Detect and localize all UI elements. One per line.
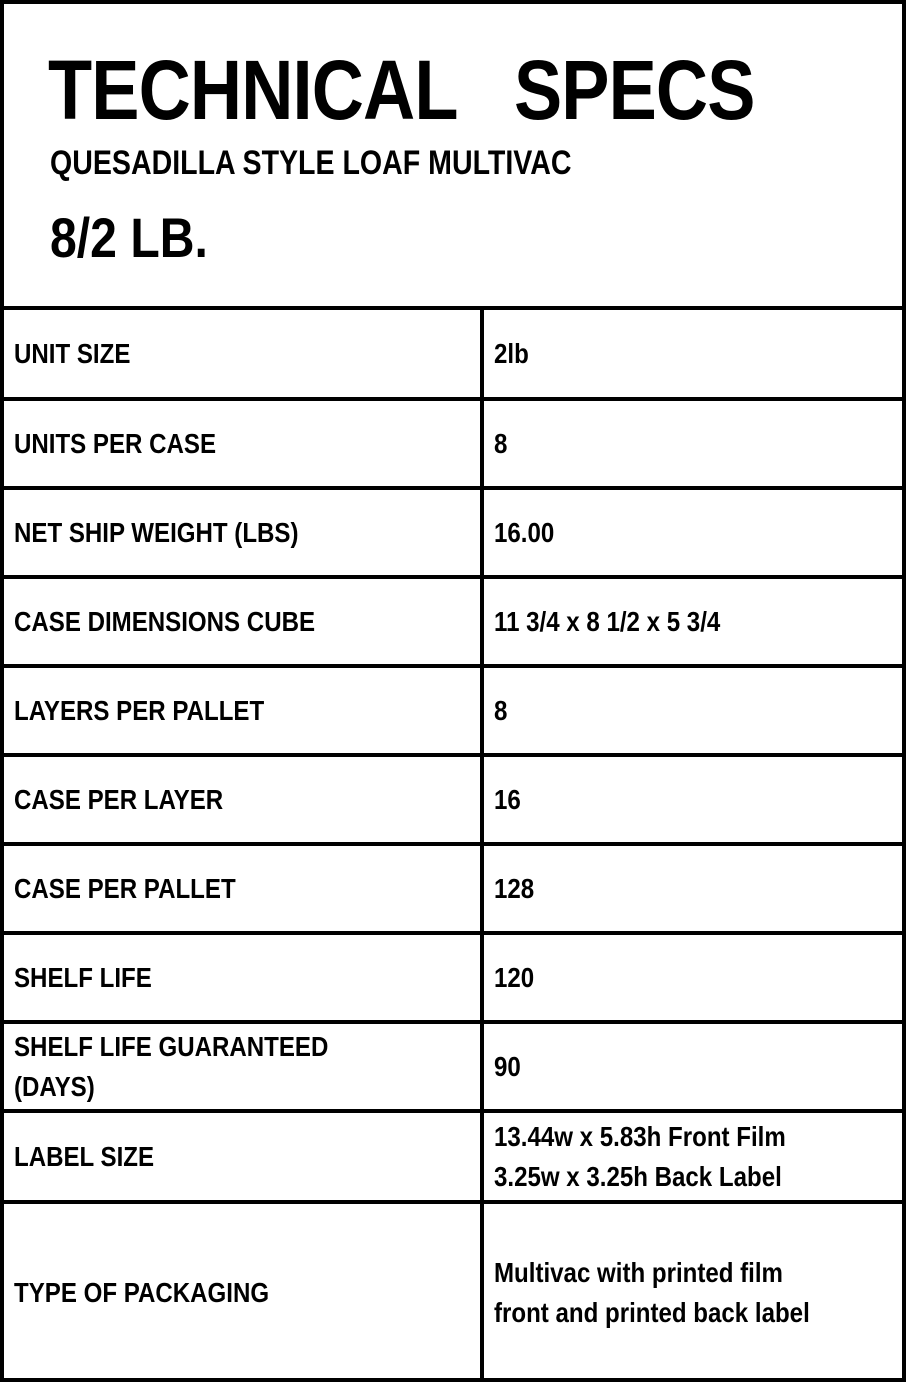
spec-value: 90 bbox=[494, 1050, 521, 1082]
spec-row-shelf-life-guaranteed bbox=[4, 1022, 902, 1111]
pack-size: 8/2 LB. bbox=[50, 206, 208, 269]
spec-table bbox=[4, 310, 902, 1382]
spec-label: CASE PER PALLET bbox=[14, 872, 236, 904]
spec-label: LAYERS PER PALLET bbox=[14, 694, 265, 726]
spec-row-case-dimensions bbox=[4, 577, 902, 666]
spec-row-layers-per-pallet bbox=[4, 666, 902, 755]
spec-value: 16.00 bbox=[494, 516, 555, 548]
spec-value: 128 bbox=[494, 872, 535, 904]
spec-row-units-per-case bbox=[4, 399, 902, 488]
spec-label: UNIT SIZE bbox=[14, 337, 131, 369]
spec-value-cell bbox=[482, 1111, 902, 1202]
spec-label-cell bbox=[4, 1022, 482, 1111]
spec-label-cell bbox=[4, 399, 482, 488]
spec-label-cell bbox=[4, 488, 482, 577]
spec-label: CASE PER LAYER bbox=[14, 783, 224, 815]
spec-label: NET SHIP WEIGHT (LBS) bbox=[14, 516, 299, 548]
spec-value: Multivac with printed film front and printed back label bbox=[494, 1257, 810, 1328]
spec-label-cell bbox=[4, 577, 482, 666]
spec-row-net-ship-weight bbox=[4, 488, 902, 577]
spec-label: LABEL SIZE bbox=[14, 1140, 155, 1172]
spec-value: 13.44w x 5.83h Front Film 3.25w x 3.25h Back Label bbox=[494, 1120, 786, 1192]
spec-value-cell bbox=[482, 1202, 902, 1382]
spec-label-cell bbox=[4, 933, 482, 1022]
spec-value-cell bbox=[482, 310, 902, 399]
spec-label-cell bbox=[4, 1202, 482, 1382]
spec-label-cell bbox=[4, 310, 482, 399]
spec-value: 120 bbox=[494, 961, 535, 993]
spec-value-cell bbox=[482, 399, 902, 488]
spec-value-cell bbox=[482, 1022, 902, 1111]
spec-label-cell bbox=[4, 666, 482, 755]
spec-value-cell bbox=[482, 666, 902, 755]
spec-value-cell bbox=[482, 844, 902, 933]
spec-value: 16 bbox=[494, 783, 521, 815]
spec-value-cell bbox=[482, 755, 902, 844]
spec-value-cell bbox=[482, 577, 902, 666]
spec-label-cell bbox=[4, 755, 482, 844]
spec-row-unit-size bbox=[4, 310, 902, 399]
spec-value: 8 bbox=[494, 694, 508, 726]
spec-label-cell bbox=[4, 844, 482, 933]
spec-label-cell bbox=[4, 1111, 482, 1202]
spec-label: SHELF LIFE bbox=[14, 961, 152, 993]
spec-header bbox=[4, 4, 902, 310]
spec-value: 8 bbox=[494, 427, 508, 459]
spec-value: 2lb bbox=[494, 337, 529, 369]
spec-value-cell bbox=[482, 933, 902, 1022]
spec-row-case-per-pallet bbox=[4, 844, 902, 933]
spec-row-case-per-layer bbox=[4, 755, 902, 844]
spec-row-label-size bbox=[4, 1111, 902, 1202]
spec-row-shelf-life bbox=[4, 933, 902, 1022]
page-title: TECHNICAL SPECS bbox=[48, 43, 755, 137]
spec-value: 11 3/4 x 8 1/2 x 5 3/4 bbox=[494, 605, 721, 637]
spec-label: UNITS PER CASE bbox=[14, 427, 217, 459]
spec-row-type-of-packaging bbox=[4, 1202, 902, 1382]
spec-label: CASE DIMENSIONS CUBE bbox=[14, 605, 316, 637]
product-name: QUESADILLA STYLE LOAF MULTIVAC bbox=[50, 144, 572, 182]
spec-label: TYPE OF PACKAGING bbox=[14, 1277, 270, 1308]
spec-label: SHELF LIFE GUARANTEED (DAYS) bbox=[14, 1030, 329, 1102]
spec-value-cell bbox=[482, 488, 902, 577]
